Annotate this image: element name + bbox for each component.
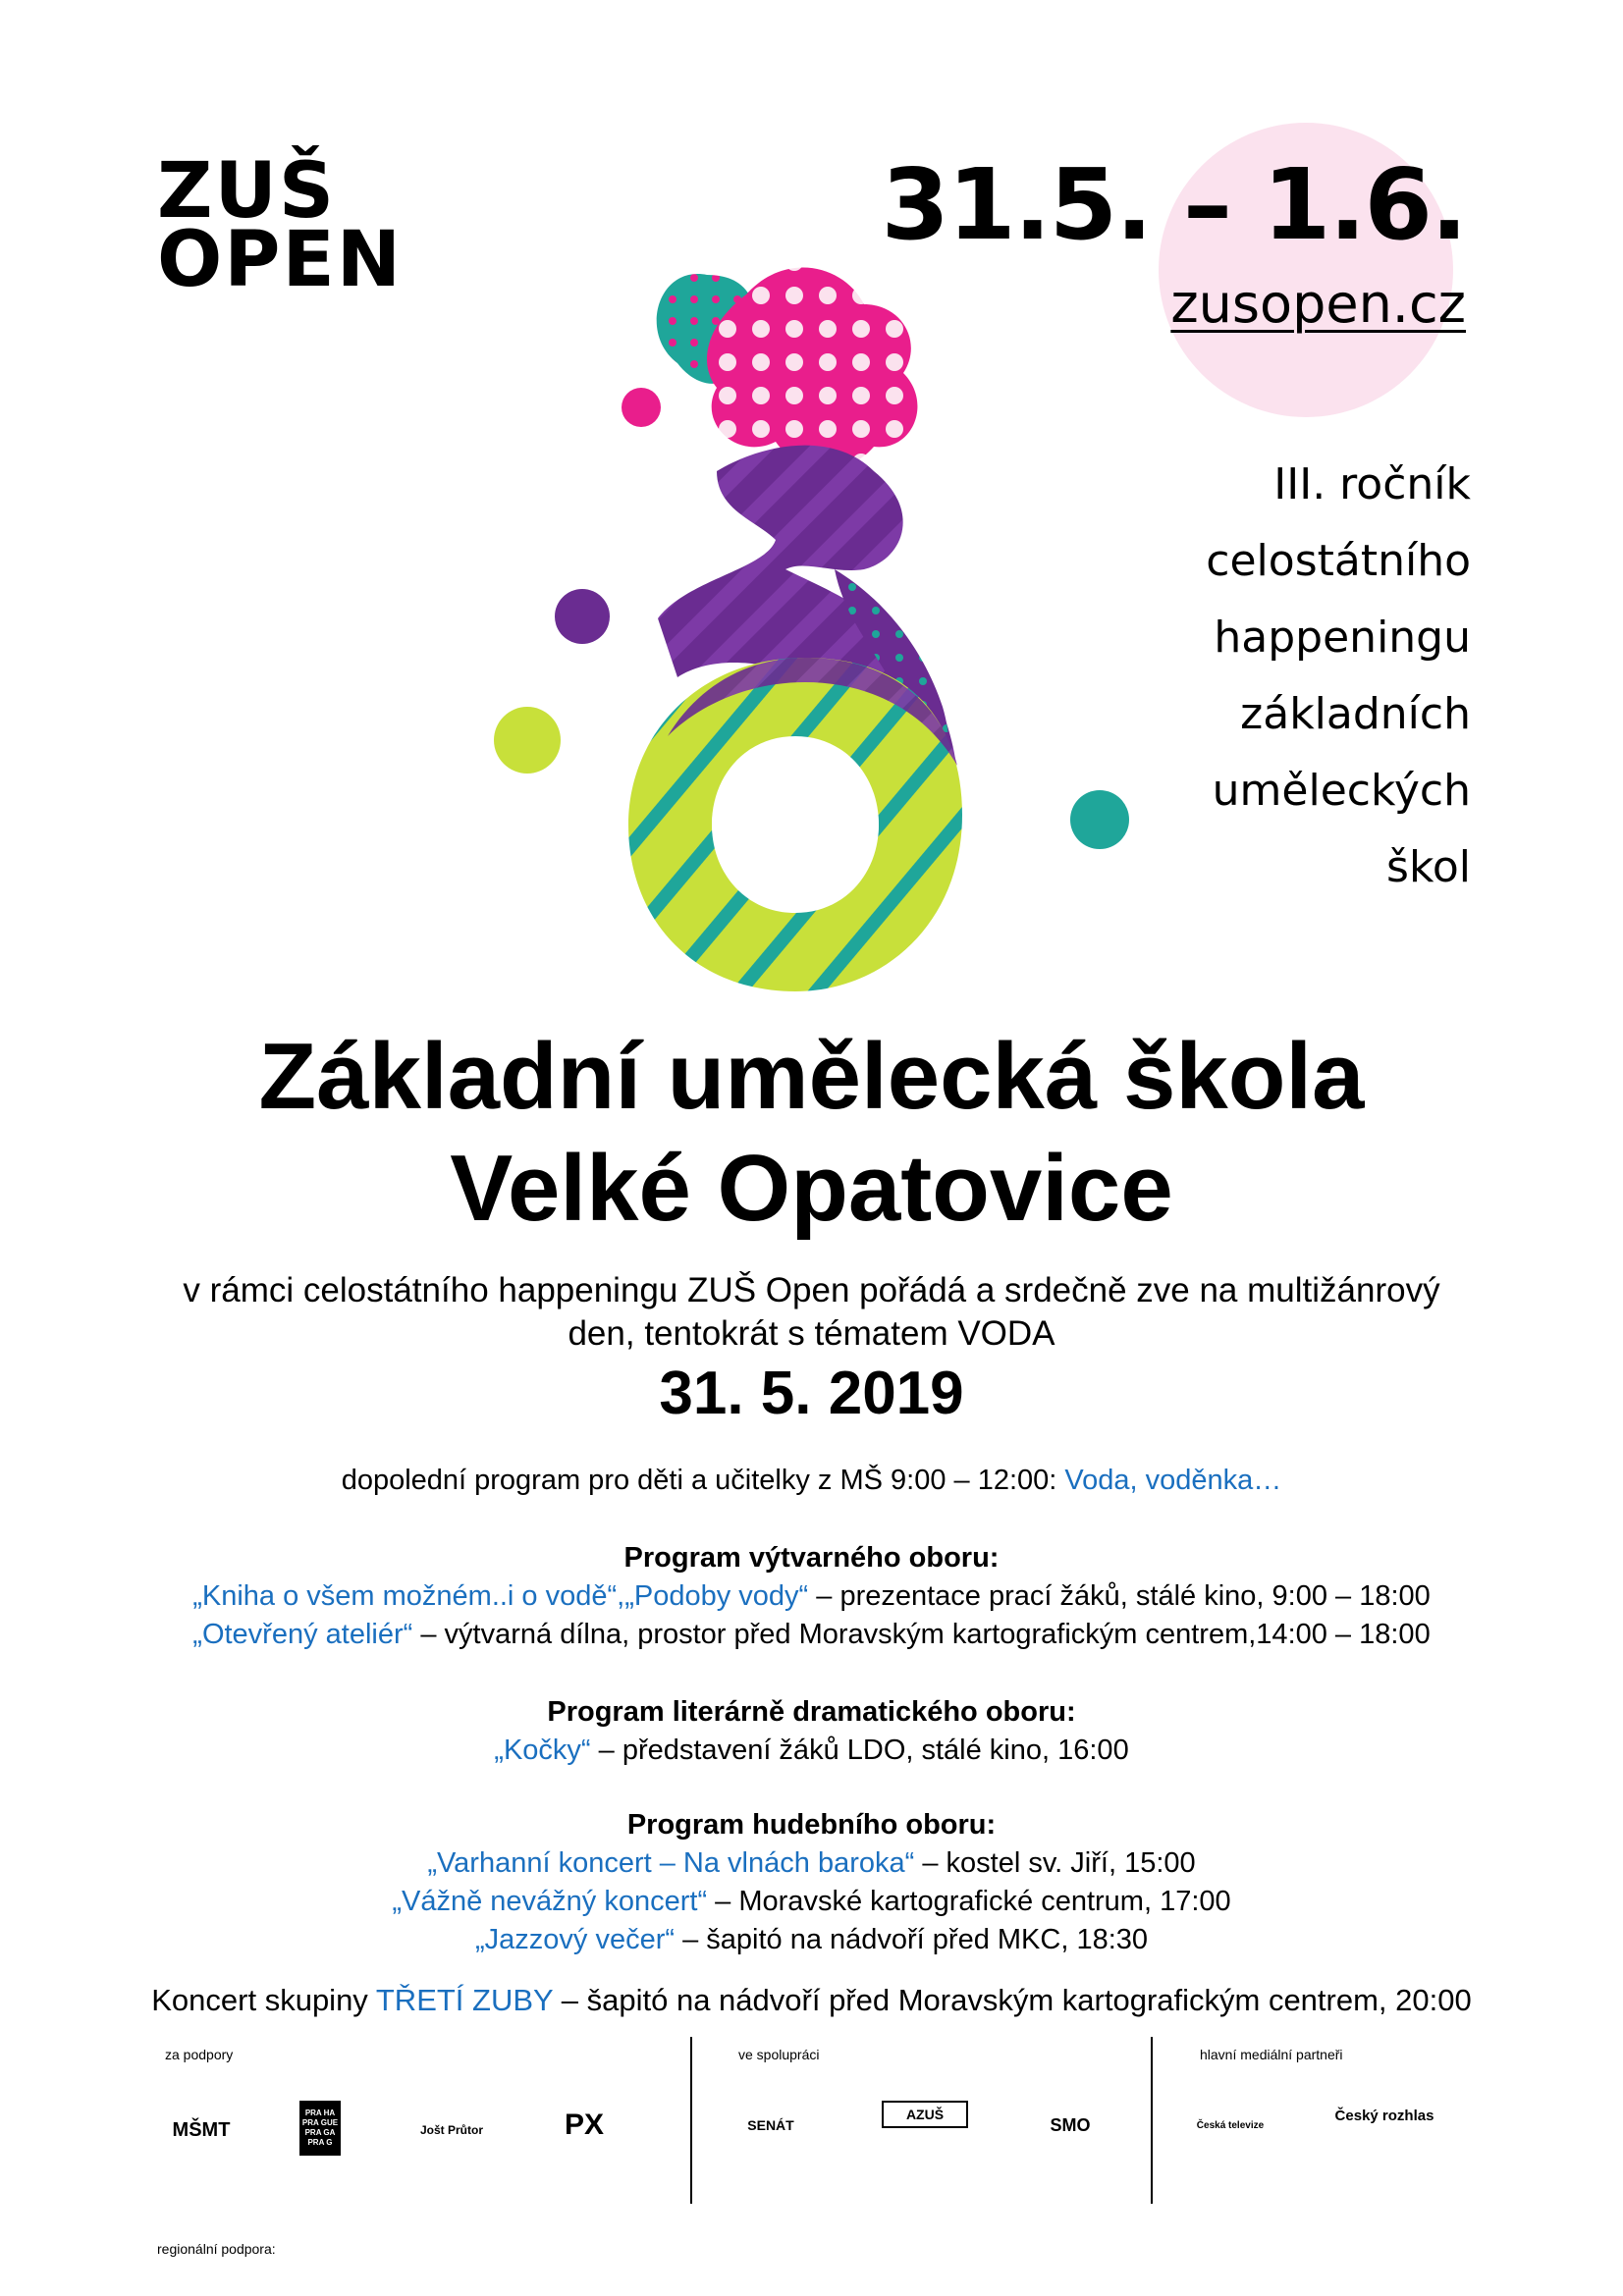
- jost-logo: Jošt Průtor: [419, 2123, 483, 2137]
- morning-highlight: Voda, voděnka…: [1064, 1465, 1282, 1496]
- program-item: [0, 1577, 1623, 1616]
- intro-text: [1206, 447, 1471, 906]
- program-item-title: „Kniha o všem možném..i o vodě“,„Podoby vody“: [192, 1580, 809, 1612]
- intro-line: základních: [1240, 689, 1471, 739]
- partner-divider: [1151, 2037, 1153, 2204]
- final-text2: – šapitó na nádvoří před Moravským kartografickým centrem, 20:00: [553, 1983, 1472, 2017]
- final-text1: Koncert skupiny: [151, 1983, 376, 2017]
- prague-logo: PRA HA PRA GUE PRA GA PRA G: [299, 2101, 341, 2156]
- ceska-televize-logo: Česká televize: [1196, 2119, 1265, 2131]
- program-item-detail: – šapitó na nádvoří před MKC, 18:30: [675, 1924, 1149, 1955]
- logo-line2: OPEN: [157, 216, 404, 304]
- program-item: [0, 1616, 1623, 1654]
- title-line: Velké Opatovice: [450, 1136, 1173, 1241]
- partner-divider: [690, 2037, 692, 2204]
- website-link[interactable]: zusopen.cz: [1170, 273, 1466, 335]
- program-item-detail: – prezentace prací žáků, stálé kino, 9:00 – 18:00: [808, 1580, 1431, 1612]
- event-date: 31. 5. 2019: [659, 1360, 964, 1427]
- section-visual-arts: [0, 1539, 1623, 1654]
- coop-label: ve spolupráci: [738, 2047, 820, 2062]
- program-item-title: „Kočky“: [494, 1735, 591, 1766]
- program-item-detail: – kostel sv. Jiří, 15:00: [914, 1847, 1196, 1879]
- program-item-detail: – Moravské kartografické centrum, 17:00: [707, 1886, 1231, 1917]
- intro-line: škol: [1386, 842, 1471, 892]
- logo-line1: ZUŠ: [157, 147, 337, 236]
- program-item-detail: – představení žáků LDO, stálé kino, 16:00: [590, 1735, 1129, 1766]
- program-item: [0, 1921, 1623, 1959]
- section-heading: Program výtvarného oboru:: [623, 1542, 1000, 1574]
- azus-logo: AZUŠ: [882, 2101, 968, 2128]
- program-item-title: „Vážně nevážný koncert“: [392, 1886, 708, 1917]
- media-label: hlavní mediální partneři: [1200, 2047, 1343, 2062]
- section-drama: [0, 1693, 1623, 1770]
- program-item-title: „Varhanní koncert – Na vlnách baroka“: [427, 1847, 915, 1879]
- program-item-title: „Otevřený ateliér“: [192, 1619, 413, 1650]
- section-music: [0, 1806, 1623, 1959]
- lime-dot-decoration: [494, 707, 561, 774]
- intro-line: III. ročník: [1273, 459, 1471, 509]
- program-item-title: „Jazzový večer“: [474, 1924, 676, 1955]
- support-label: za podpory: [165, 2047, 234, 2062]
- purple-dot-decoration: [555, 589, 610, 644]
- senat-logo: SENÁT: [747, 2117, 794, 2133]
- subtitle-line: v rámci celostátního happeningu ZUŠ Open pořádá a srdečně zve na multižánrový: [183, 1271, 1440, 1309]
- section-heading: Program hudebního oboru:: [626, 1809, 997, 1841]
- final-band: TŘETÍ ZUBY: [375, 1983, 554, 2017]
- program-item: [0, 1732, 1623, 1770]
- pink-dot-decoration: [622, 388, 661, 427]
- teal-dot-decoration: [1070, 790, 1129, 849]
- title-line: Základní umělecká škola: [258, 1024, 1365, 1129]
- intro-line: happeningu: [1214, 613, 1471, 663]
- morning-text: dopolední program pro děti a učitelky z MŠ 9:00 – 12:00:: [341, 1465, 1065, 1496]
- section-heading: Program literárně dramatického oboru:: [547, 1696, 1076, 1728]
- cesky-rozhlas-logo: Český rozhlas: [1334, 2107, 1434, 2124]
- zus-open-logo: [157, 147, 404, 304]
- morning-program: [0, 1465, 1623, 1497]
- msmt-logo: MŠMT: [172, 2118, 231, 2141]
- program-item: [0, 1844, 1623, 1883]
- program-item: [0, 1883, 1623, 1921]
- program-item-detail: – výtvarná dílna, prostor před Moravským kartografickým centrem,14:00 – 18:00: [412, 1619, 1431, 1650]
- page-title: [0, 1021, 1623, 1245]
- px-logo: PX: [564, 2109, 605, 2141]
- subtitle: [0, 1269, 1623, 1356]
- subtitle-line: den, tentokrát s tématem VODA: [568, 1314, 1055, 1353]
- intro-line: uměleckých: [1212, 766, 1471, 816]
- regional-support-label: regionální podpora:: [157, 2241, 276, 2257]
- final-concert: [0, 1983, 1623, 2018]
- festival-dates: 31.5. – 1.6.: [881, 147, 1466, 262]
- smo-logo: SMO: [1050, 2114, 1091, 2135]
- intro-line: celostátního: [1206, 536, 1471, 586]
